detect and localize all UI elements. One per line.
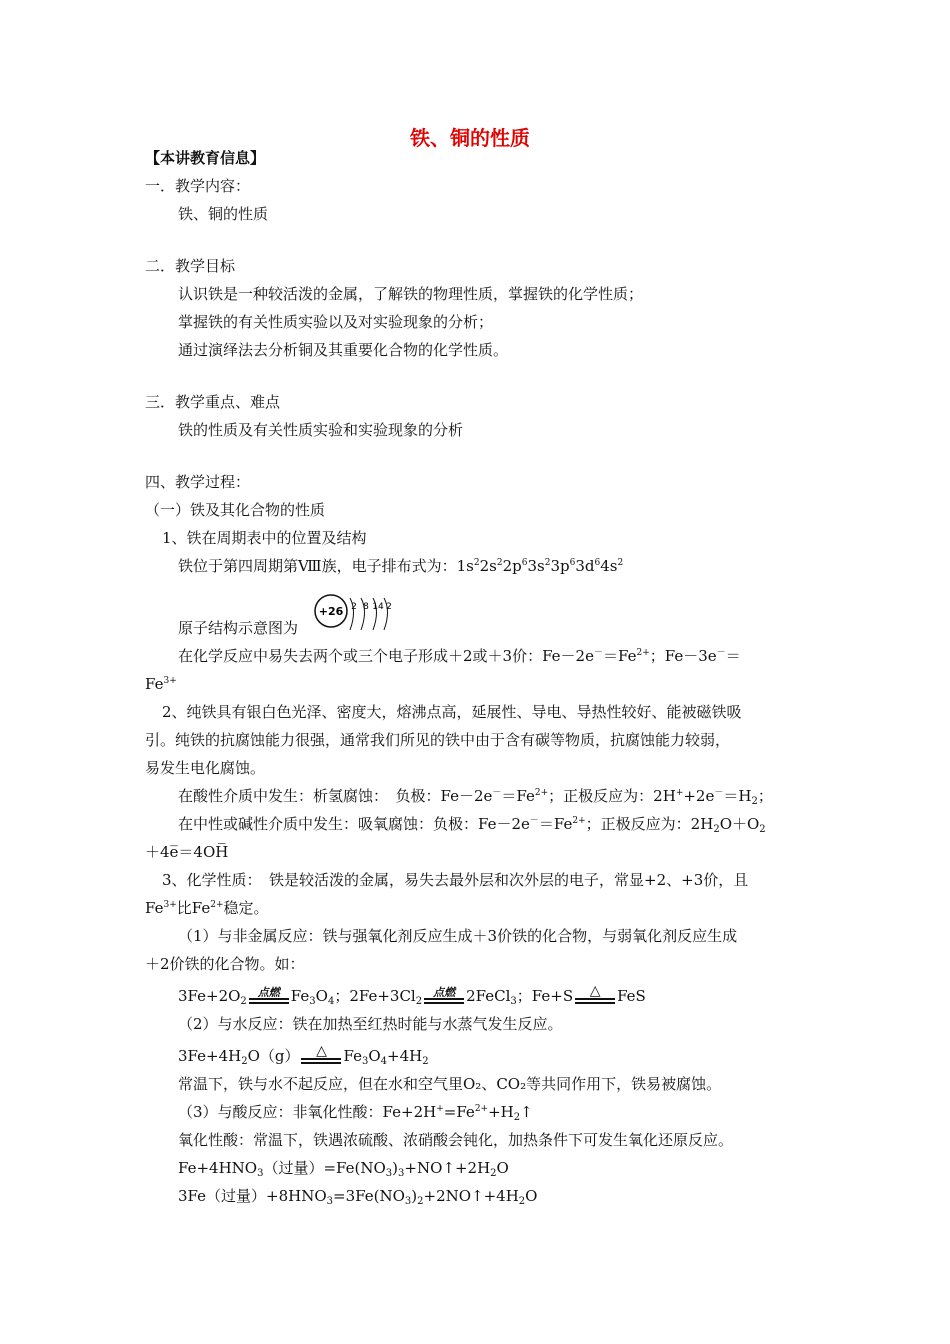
page-title: 铁、铜的性质 <box>410 126 530 150</box>
atom-label: 原子结构示意图为 <box>178 619 299 637</box>
sec3-heading: 三．教学重点、难点 <box>145 393 281 411</box>
nonmetal-equations: $3Fe+2O_2$ 点燃 $Fe_3O_4$；$2Fe+3Cl_2$ 点燃 2FeCl$_3$；Fe+S △ FeS <box>178 983 646 1007</box>
acid-corrosion-text: 在酸性介质中发生：析氢腐蚀： 负极： <box>178 787 441 805</box>
sec3-item: 铁的性质及有关性质实验和实验现象的分析 <box>178 421 464 439</box>
shell-count: 2 <box>351 602 357 612</box>
sec4-heading: 四、教学过程： <box>145 473 251 491</box>
para2-line: 引。纯铁的抗腐蚀能力很强，通常我们所见的铁中由于含有碳等物质，抗腐蚀能力较弱， <box>145 731 731 749</box>
para2-line: 2、纯铁具有银白色光泽、密度大，熔沸点高，延展性、导电、导热性较好、能被磁铁吸 <box>162 703 742 721</box>
oxidizing-acid-line: 氧化性酸：常温下，铁遇浓硫酸、浓硝酸会钝化，加热条件下可发生氧化还原反应。 <box>178 1131 734 1149</box>
neutral-corrosion-line <box>178 814 766 834</box>
electron-config-formula: $1s^22s^22p^63s^23p^63d^64s^2$ <box>456 557 624 575</box>
valence-line <box>178 646 741 666</box>
para3-line: 3、化学性质： 铁是较活泼的金属，易失去最外层和次外层的电子，常显+2、+3价，且 <box>162 871 749 889</box>
sec1-heading: 一．教学内容： <box>145 177 251 195</box>
water-equation: $3Fe+4H_2O(g)$ △ $Fe_3O_4+4H_2$ <box>178 1043 429 1067</box>
nitric-equation: $Fe+4HNO_3$（过量）$=Fe(NO_3)_3+NO↑+2H_2O$ <box>178 1159 509 1179</box>
valence-text: 在化学反应中易失去两个或三个电子形成＋2或＋3价： <box>178 647 543 665</box>
reaction1-line: ＋2价铁的化合物。如： <box>145 955 305 973</box>
shell-count: 14 <box>372 602 384 612</box>
reaction-condition: 点燃 <box>247 987 291 1007</box>
acid-corrosion-line <box>178 786 773 806</box>
point-heading: 1、铁在周期表中的位置及结构 <box>162 529 367 547</box>
electron-config-text: 铁位于第四周期第Ⅷ族，电子排布式为： <box>178 557 457 575</box>
sec2-heading: 二．教学目标 <box>145 257 236 275</box>
water-note: 常温下，铁与水不起反应，但在水和空气里O₂、CO₂等共同作用下，铁易被腐蚀。 <box>178 1075 722 1093</box>
shell-count: 8 <box>363 602 369 612</box>
shell-count: 2 <box>386 602 392 612</box>
sec2-item: 掌握铁的有关性质实验以及对实验现象的分析； <box>178 313 494 331</box>
reaction3-line <box>178 1102 533 1122</box>
valence-equations: $Fe-2e^-=Fe^{2+}$；Fe－3e－＝ <box>542 647 741 665</box>
atom-nucleus-label: +26 <box>318 605 344 618</box>
para2-line: 易发生电化腐蚀。 <box>145 759 266 777</box>
section-header: 【本讲教育信息】 <box>145 149 266 167</box>
neutral-corrosion-cont: ＋4e̅＝4OH̅ <box>145 843 229 861</box>
reaction-condition: △ <box>299 1047 343 1067</box>
electron-config-line <box>178 556 623 576</box>
atom-structure-diagram <box>312 592 396 636</box>
excess-label: （过量） <box>263 1159 324 1177</box>
reaction1-line: （1）与非金属反应：铁与强氧化剂反应生成＋3价铁的化合物，与弱氧化剂反应生成 <box>178 927 738 945</box>
acid-corrosion-equations: $Fe-2e^-=Fe^{2+}$；正极反应为：$2H^++2e^-=H_2$； <box>440 787 773 807</box>
acid-equation: $Fe+2H^+=Fe^{2+}+H_2↑$ <box>382 1103 533 1123</box>
reaction3-text: （3）与酸反应：非氧化性酸： <box>178 1103 383 1121</box>
reaction2-line: （2）与水反应：铁在加热至红热时能与水蒸气发生反应。 <box>178 1015 563 1033</box>
neutral-corrosion-text: 在中性或碱性介质中发生：吸氧腐蚀：负极： <box>178 815 479 833</box>
sec2-item: 通过演绎法去分析铜及其重要化合物的化学性质。 <box>178 341 509 359</box>
reaction-condition: △ <box>573 987 617 1007</box>
neutral-corrosion-equations: $Fe-2e^-=Fe^{2+}$；正极反应为：$2H_2O+O_2$ <box>478 815 766 835</box>
para3-line-cont: $Fe^{3+}$比$Fe^{2+}$稳定。 <box>145 899 269 917</box>
stable-text: 稳定。 <box>223 899 269 917</box>
reaction-condition: 点燃 <box>422 987 466 1007</box>
valence-line-cont: $Fe^{3+}$ <box>145 675 177 693</box>
excess-label: （过量） <box>206 1187 267 1205</box>
subsection-heading: （一）铁及其化合物的性质 <box>145 501 326 519</box>
sec1-item: 铁、铜的性质 <box>178 205 269 223</box>
sec2-item: 认识铁是一种较活泼的金属，了解铁的物理性质，掌握铁的化学性质； <box>178 285 644 303</box>
nitric-equation: 3Fe（过量）$+8HNO_3=3Fe(NO_3)_2+2NO↑+4H_2O$ <box>178 1187 538 1207</box>
